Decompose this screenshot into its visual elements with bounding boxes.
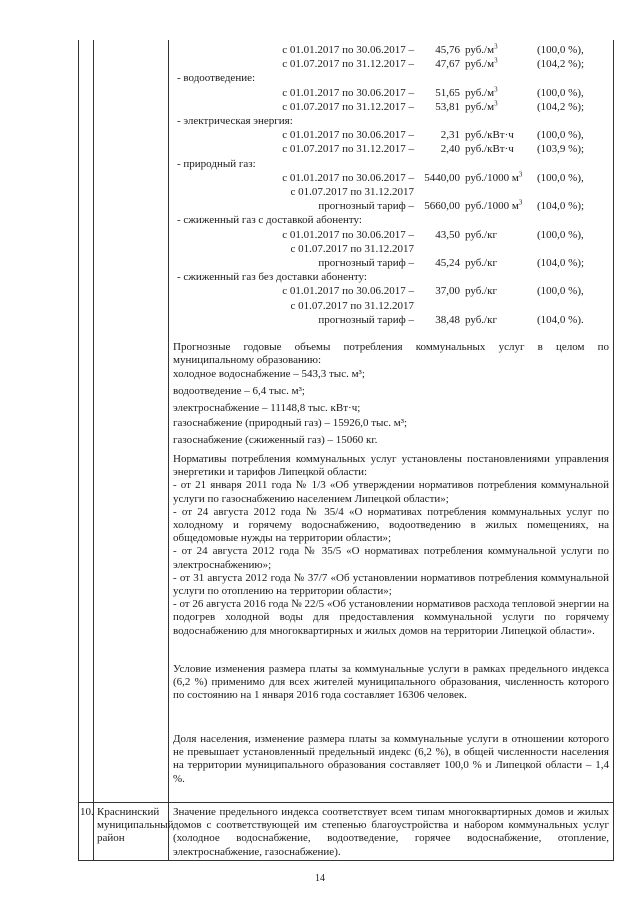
- tariff-unit: [465, 285, 497, 298]
- tariff-percent: (104,0 %).: [537, 313, 584, 326]
- tariff-period: с 01.07.2017 по 31.12.2017 –: [282, 58, 414, 71]
- tariff-unit-sup: 3: [518, 198, 523, 207]
- tariff-unit-text: руб./1000 м: [465, 171, 519, 184]
- tariff-value: 43,50: [435, 228, 460, 241]
- tariff-value: 45,24: [435, 257, 460, 269]
- volume-item: холодное водоснабжение – 543,3 тыс. м³;: [173, 368, 365, 381]
- row10-paragraph: [173, 806, 609, 859]
- volume-item: газоснабжение (природный газ) – 15926,0 тыс. м³;: [173, 417, 408, 430]
- tariff-period: с 01.01.2017 по 30.06.2017 –: [282, 171, 414, 184]
- tariff-heading: - сжиженный газ без доставки абоненту:: [177, 271, 367, 284]
- tariff-value: 2,40: [440, 143, 460, 156]
- tariff-unit-text: руб./м: [465, 58, 495, 71]
- tariff-period: с 01.01.2017 по 30.06.2017 –: [282, 44, 414, 56]
- tariff-unit-sup: 3: [494, 84, 498, 93]
- tariff-value: 47,67: [435, 58, 460, 71]
- tariff-value: 38,48: [435, 313, 460, 326]
- tariff-value: 53,81: [435, 100, 460, 113]
- normative-item: - от 31 августа 2012 года № 37/7 «Об установлении нормативов потребления коммунальной услуги по отоплению на территории области»;: [173, 571, 609, 598]
- tariff-unit-text: руб./кг: [465, 285, 497, 298]
- tariff-period: с 01.07.2017 по 31.12.2017: [290, 299, 414, 312]
- share-text: Доля населения, изменение размера платы за коммунальные услуги в отношении которого не превышает установленный предельный индекс (6,2 %), в общей численности населения на территории муниципального образования составляет 100,0 % и Липецкой области – 1,4 %.: [173, 733, 609, 785]
- tariff-period: прогнозный тариф –: [318, 200, 414, 213]
- tariff-unit: [465, 129, 514, 142]
- volume-item: электроснабжение – 11148,8 тыс. кВт·ч;: [173, 401, 361, 414]
- table-border-left: [78, 40, 79, 860]
- tariff-unit-text: руб./м: [465, 44, 495, 56]
- tariff-period: с 01.01.2017 по 30.06.2017 –: [282, 228, 414, 241]
- tariff-unit-text: руб./кг: [465, 257, 497, 269]
- tariff-unit: [465, 44, 498, 57]
- normatives-block: [173, 453, 609, 638]
- tariff-unit: [465, 314, 497, 327]
- table-border-bottom: [78, 860, 614, 861]
- tariff-unit-sup: 3: [518, 170, 523, 179]
- tariff-unit: [465, 143, 514, 156]
- tariff-unit-text: руб./кг: [465, 228, 497, 241]
- tariff-heading: - водоотведение:: [177, 72, 256, 85]
- volumes-intro: Прогнозные годовые объемы потребления коммунальных услуг в целом по муниципальному образованию:: [173, 341, 609, 367]
- tariff-unit-text: руб./1000 м: [465, 200, 519, 213]
- tariff-value: 37,00: [435, 285, 460, 298]
- tariff-period: с 01.07.2017 по 31.12.2017 –: [282, 100, 414, 113]
- tariff-value: 51,65: [435, 86, 460, 99]
- tariff-unit: [465, 257, 497, 270]
- tariff-period: с 01.01.2017 по 30.06.2017 –: [282, 129, 414, 142]
- table-row-divider: [78, 802, 614, 803]
- condition-text: Условие изменения размера платы за коммунальные услуги в рамках предельного индекса (6,2 %) применимо для всех жителей муниципального образования, численность которого по состоянию на 1 января 2016 года составляет 16306 человек.: [173, 663, 609, 702]
- tariff-percent: (100,0 %),: [537, 171, 584, 184]
- tariff-heading: - сжиженный газ с доставкой абоненту:: [177, 214, 362, 227]
- condition-paragraph: [173, 663, 609, 703]
- normative-item: - от 24 августа 2012 года № 35/4 «О нормативах потребления коммунальных услуг по холодному и горячему водоснабжению, водоотведению в жилых помещениях, на общедомовые нужды на территории области»;: [173, 505, 609, 545]
- tariff-percent: (100,0 %),: [537, 44, 584, 56]
- normative-item: - от 26 августа 2016 года № 22/5 «Об установлении нормативов расхода тепловой энергии на подогрев холодной воды для предоставления коммунальной услуги по горячему водоснабжению для многоквартирных и жилых домов на территории Липецкой области».: [173, 598, 609, 637]
- tariff-percent: (104,2 %);: [537, 58, 585, 71]
- tariff-unit-sup: 3: [494, 56, 498, 65]
- normative-item: - от 21 января 2011 года № 1/3 «Об утверждении нормативов потребления коммунальной услуги по газоснабжению населением Липецкой области»;: [173, 479, 609, 505]
- tariff-period: прогнозный тариф –: [318, 313, 414, 326]
- tariff-unit: [465, 172, 522, 185]
- tariff-value: 45,76: [435, 44, 460, 56]
- tariff-value: 2,31: [440, 129, 460, 142]
- tariff-unit-sup: 3: [494, 42, 498, 51]
- tariff-value: 5440,00: [424, 171, 460, 184]
- tariff-value: 5660,00: [424, 200, 460, 213]
- tariff-percent: (100,0 %),: [537, 86, 584, 99]
- tariff-percent: (104,2 %);: [537, 100, 585, 113]
- row10-text: Значение предельного индекса соответствует всем типам многоквартирных домов и жилых домов с соответствующей им степенью благоустройства и набором коммунальных услуг (холодное водоснабжение, водоотведение, горячее водоснабжение, отопление, электроснабжение, газоснабжение).: [173, 806, 609, 858]
- tariff-heading: - природный газ:: [177, 157, 256, 170]
- tariff-unit-text: руб./кВт·ч: [465, 129, 514, 142]
- tariff-percent: (103,9 %);: [537, 143, 585, 156]
- share-paragraph: [173, 733, 609, 786]
- tariff-unit-text: руб./кВт·ч: [465, 143, 514, 156]
- page-number: 14: [315, 873, 325, 884]
- tariff-period: с 01.01.2017 по 30.06.2017 –: [282, 285, 414, 298]
- tariff-percent: (100,0 %),: [537, 228, 584, 241]
- tariff-unit: [465, 101, 498, 114]
- tariff-unit-sup: 3: [494, 99, 498, 108]
- volume-item: водоотведение – 6,4 тыс. м³;: [173, 384, 305, 397]
- normative-item: - от 24 августа 2012 года № 35/5 «О нормативах потребления коммунальной услуги по электроснабжению»;: [173, 545, 609, 571]
- volume-item: газоснабжение (сжиженный газ) – 15060 кг.: [173, 434, 378, 447]
- row-number: 10.: [80, 806, 94, 818]
- tariff-percent: (104,0 %);: [537, 200, 585, 213]
- tariff-period: с 01.01.2017 по 30.06.2017 –: [282, 86, 414, 99]
- tariff-unit-text: руб./м: [465, 100, 495, 113]
- district-name: Краснинский муниципальный район: [97, 806, 174, 844]
- table-border-right: [613, 40, 614, 860]
- volumes-block: [173, 341, 609, 447]
- tariff-unit: [465, 58, 498, 71]
- tariff-unit: [465, 200, 522, 213]
- table-border-col2: [93, 40, 94, 860]
- normatives-intro: Нормативы потребления коммунальных услуг установлены постановлениями управления энергетики и тарифов Липецкой области:: [173, 453, 609, 479]
- tariff-unit: [465, 84, 498, 100]
- tariff-percent: (100,0 %),: [537, 129, 584, 142]
- tariff-unit-text: руб./м: [465, 86, 495, 99]
- tariff-period: с 01.07.2017 по 31.12.2017: [290, 242, 414, 255]
- tariff-period: с 01.07.2017 по 31.12.2017 –: [282, 143, 414, 156]
- tariff-percent: (100,0 %),: [537, 285, 584, 298]
- table-border-col3: [168, 40, 169, 860]
- tariff-unit-text: руб./кг: [465, 313, 497, 326]
- tariff-period: с 01.07.2017 по 31.12.2017: [290, 186, 414, 198]
- tariff-heading: - электрическая энергия:: [177, 115, 293, 127]
- tariff-unit: [465, 229, 497, 242]
- tariff-percent: (104,0 %);: [537, 257, 585, 269]
- tariff-period: прогнозный тариф –: [318, 257, 414, 269]
